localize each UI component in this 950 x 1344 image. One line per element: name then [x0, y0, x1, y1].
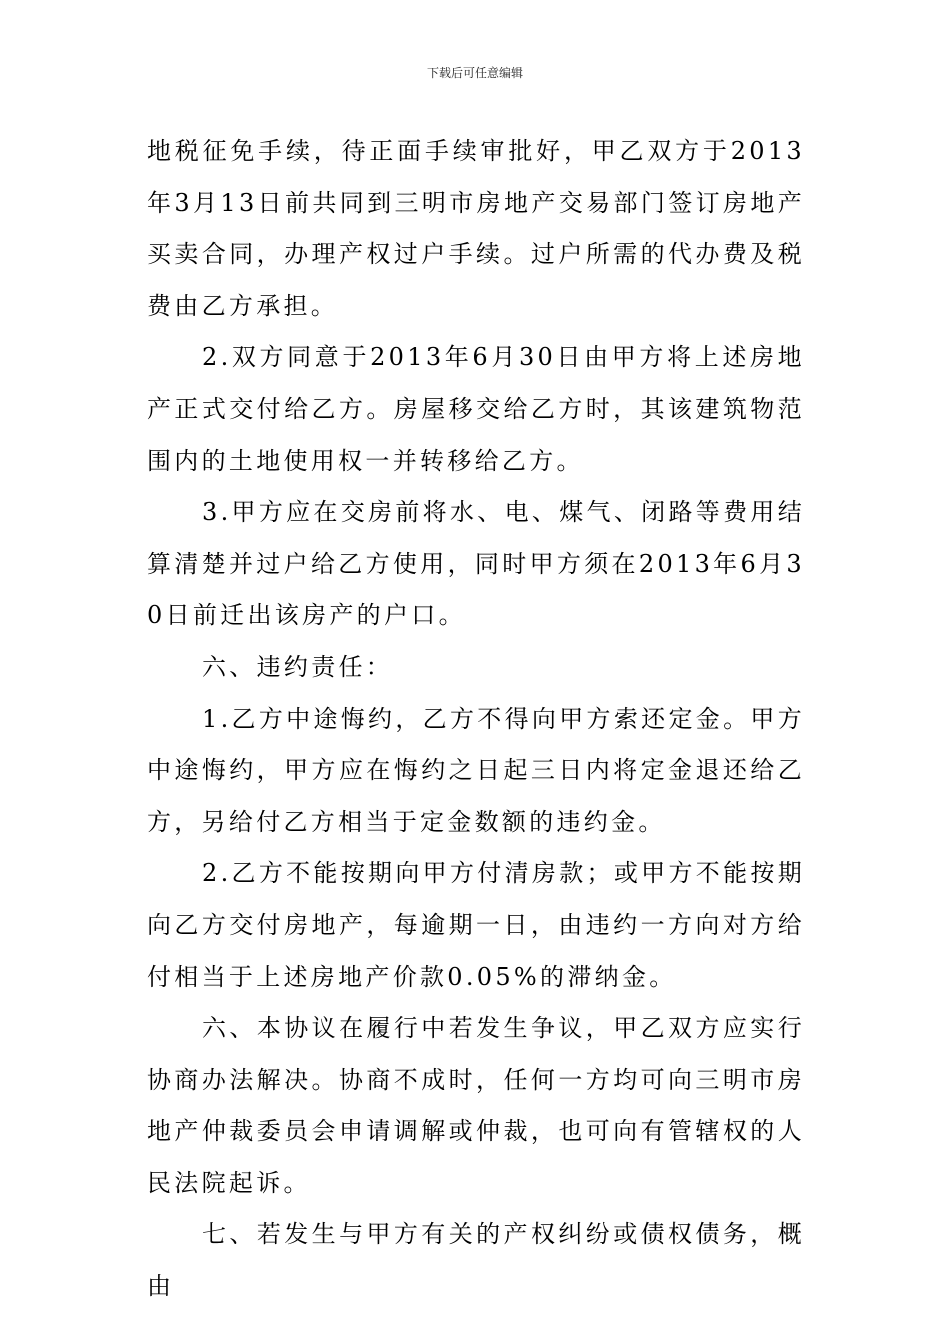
paragraph-clause-3-utilities: 3.甲方应在交房前将水、电、煤气、闭路等费用结算清楚并过户给乙方使用，同时甲方须在2013年6月30日前迁出该房产的户口。 — [147, 498, 805, 630]
section-heading-breach-liability: 六、违约责任： — [202, 652, 394, 681]
document-body — [147, 126, 805, 1313]
page-header-note: 下载后可任意编辑 — [426, 66, 523, 80]
paragraph-breach-clause-1: 1.乙方中途悔约，乙方不得向甲方索还定金。甲方中途悔约，甲方应在悔约之日起三日内将定金退还给乙方，另给付乙方相当于定金数额的违约金。 — [147, 704, 805, 836]
paragraph-property-disputes: 七、若发生与甲方有关的产权纠纷或债权债务，概由 — [147, 1220, 805, 1301]
paragraph-tax-procedures: 地税征免手续，待正面手续审批好，甲乙双方于2013年3月13日前共同到三明市房地产交易部门签订房地产买卖合同，办理产权过户手续。过户所需的代办费及税费由乙方承担。 — [147, 137, 805, 320]
paragraph-breach-clause-2: 2.乙方不能按期向甲方付清房款；或甲方不能按期向乙方交付房地产，每逾期一日，由违约一方向对方给付相当于上述房地产价款0.05%的滞纳金。 — [147, 859, 805, 991]
paragraph-dispute-resolution: 六、本协议在履行中若发生争议，甲乙双方应实行协商办法解决。协商不成时，任何一方均可向三明市房地产仲裁委员会申请调解或仲裁，也可向有管辖权的人民法院起诉。 — [147, 1014, 805, 1197]
paragraph-clause-2-handover: 2.双方同意于2013年6月30日由甲方将上述房地产正式交付给乙方。房屋移交给乙方时，其该建筑物范围内的土地使用权一并转移给乙方。 — [147, 343, 805, 475]
